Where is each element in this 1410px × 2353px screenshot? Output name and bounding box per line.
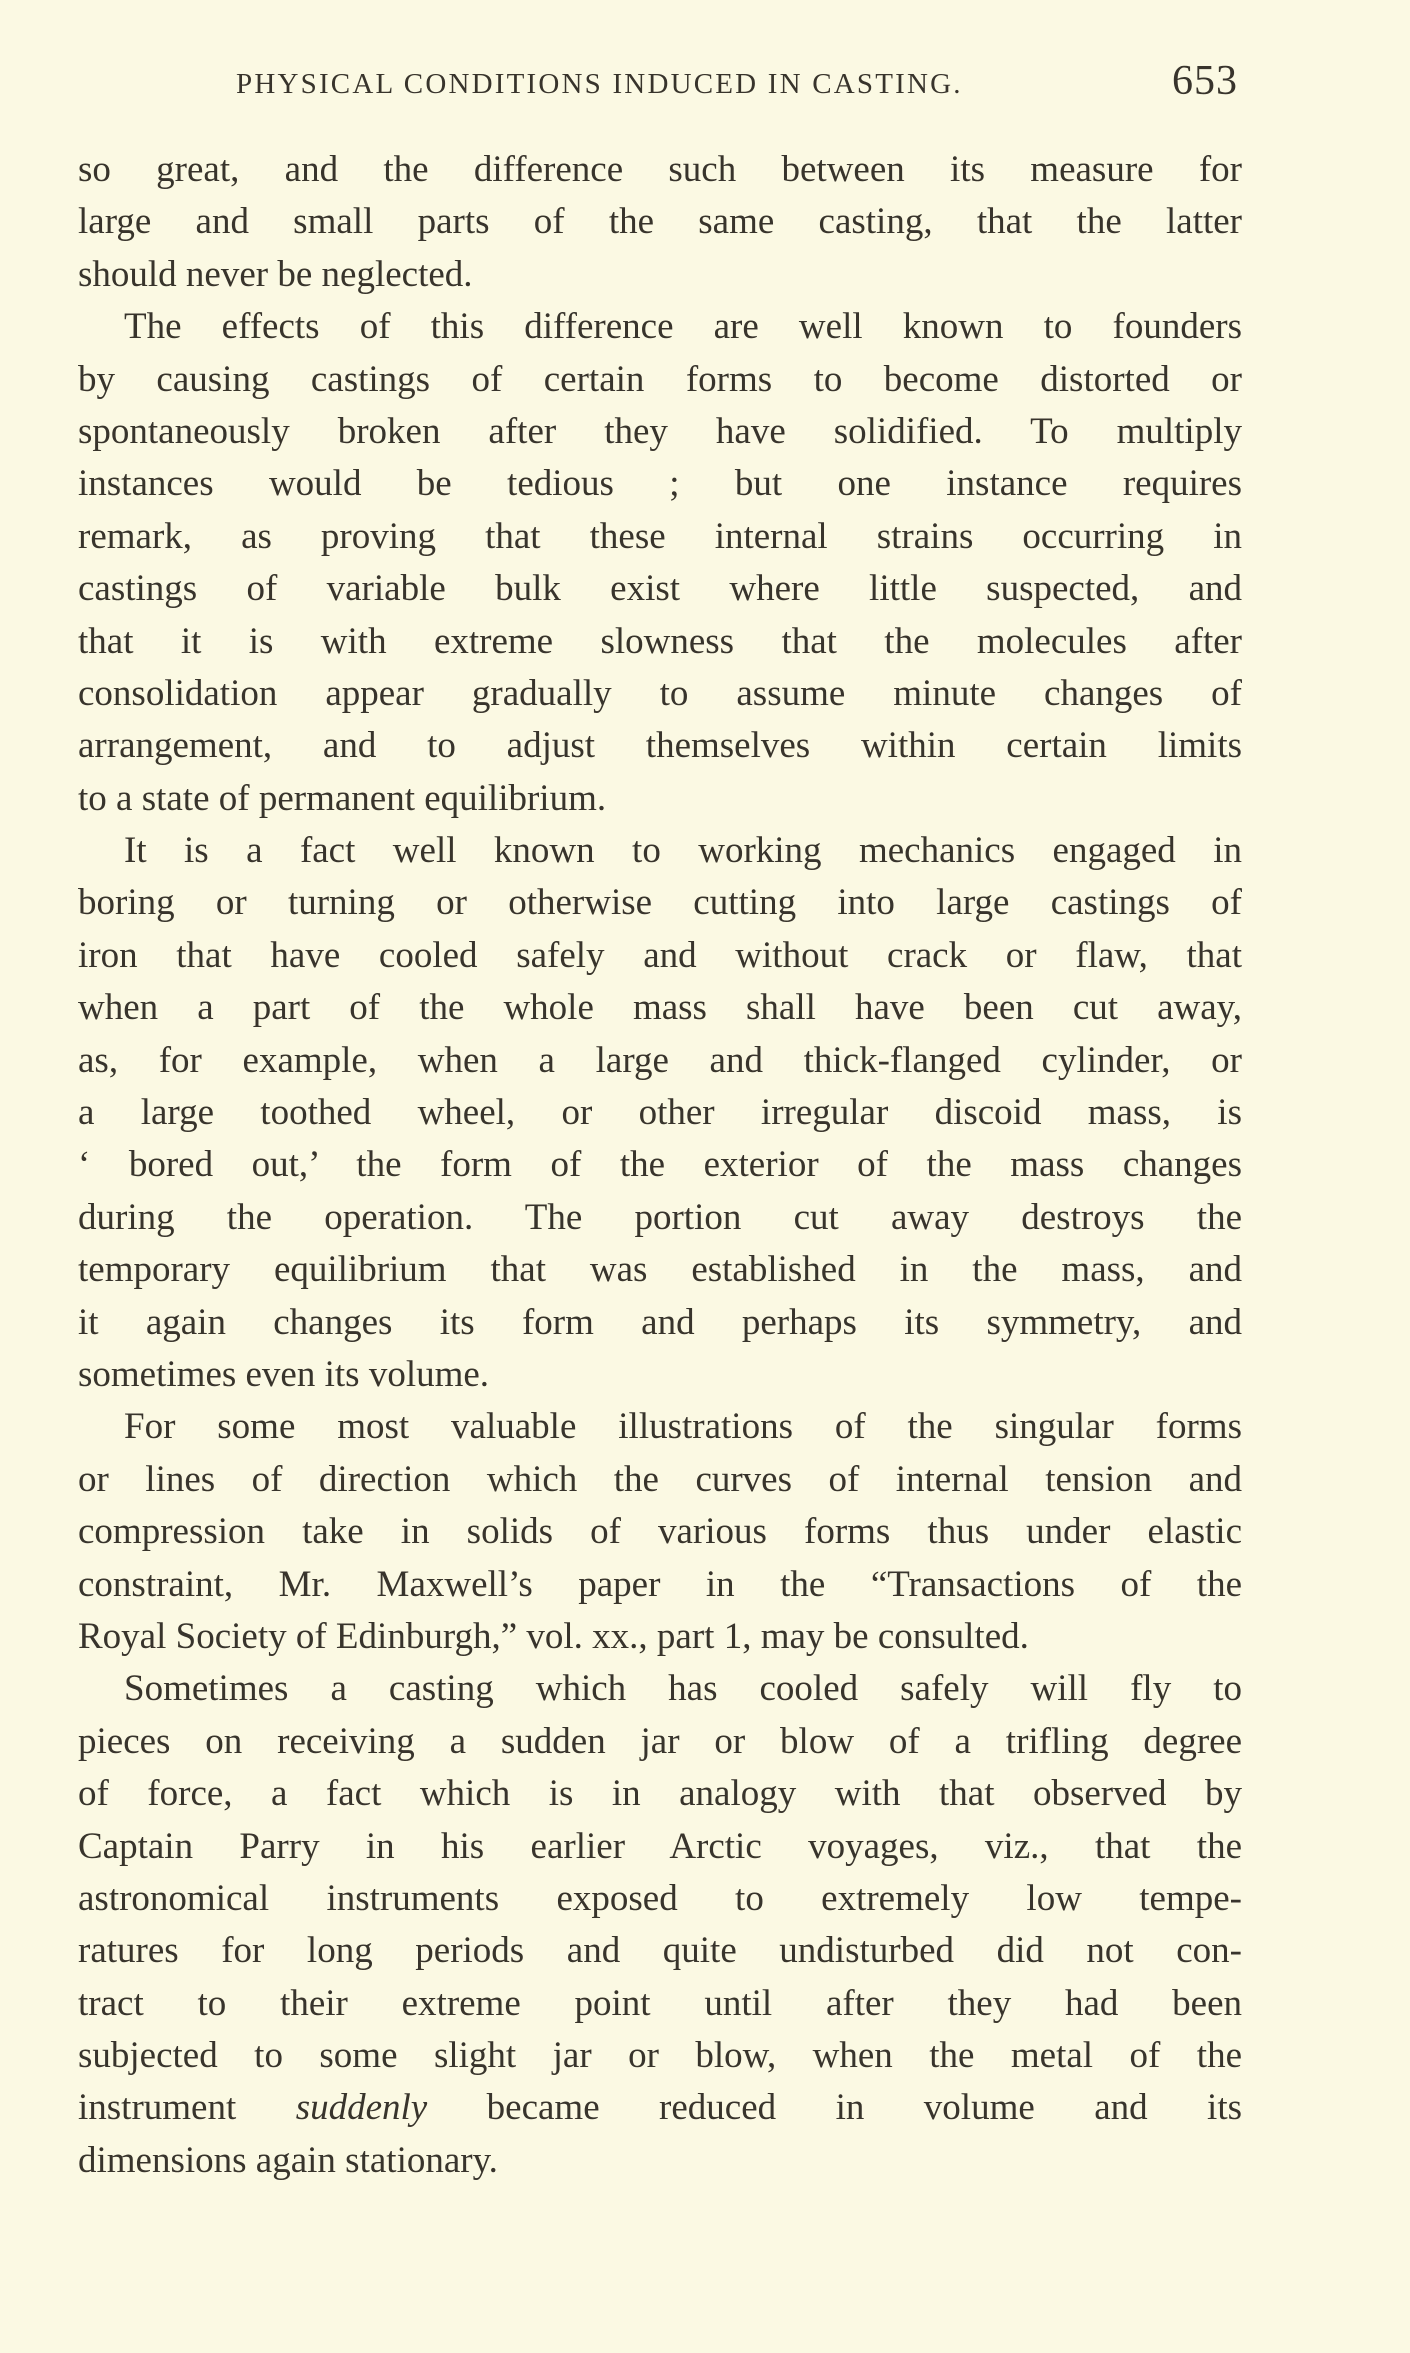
text-line: ratures for long periods and quite undisturbed did not con- bbox=[78, 1930, 1242, 1972]
text-line: as, for example, when a large and thick-flanged cylinder, or bbox=[78, 1039, 1242, 1081]
text-line: a large toothed wheel, or other irregular discoid mass, is bbox=[78, 1092, 1242, 1134]
text-line: spontaneously broken after they have solidified. To multiply bbox=[78, 410, 1242, 452]
running-head-title: PHYSICAL CONDITIONS INDUCED IN CASTING. bbox=[236, 68, 963, 100]
text-line: by causing castings of certain forms to become distorted or bbox=[78, 358, 1242, 400]
body-text bbox=[78, 144, 1242, 2187]
text-line: For some most valuable illustrations of the singular forms bbox=[124, 1406, 1242, 1448]
text-line: when a part of the whole mass shall have been cut away, bbox=[78, 987, 1242, 1029]
text-line: sometimes even its volume. bbox=[78, 1353, 490, 1395]
text-line: of force, a fact which is in analogy with that observed by bbox=[78, 1773, 1242, 1815]
paragraph bbox=[78, 1401, 1242, 1663]
text-line: that it is with extreme slowness that the molecules after bbox=[78, 620, 1242, 662]
text-line: Captain Parry in his earlier Arctic voyages, viz., that the bbox=[78, 1825, 1242, 1867]
text-line: instances would be tedious ; but one instance requires bbox=[78, 463, 1242, 505]
text-line: it again changes its form and perhaps its symmetry, and bbox=[78, 1301, 1242, 1343]
text-line: constraint, Mr. Maxwell’s paper in the “Transactions of the bbox=[78, 1563, 1242, 1605]
text-line: arrangement, and to adjust themselves within certain limits bbox=[78, 725, 1242, 767]
paragraph bbox=[78, 825, 1242, 1401]
text-line: iron that have cooled safely and without crack or flaw, that bbox=[78, 934, 1242, 976]
text-line: ‘ bored out,’ the form of the exterior of the mass changes bbox=[78, 1144, 1242, 1186]
text-line: compression take in solids of various forms thus under elastic bbox=[78, 1511, 1242, 1553]
text-line: boring or turning or otherwise cutting into large castings of bbox=[78, 882, 1242, 924]
text-line: remark, as proving that these internal strains occurring in bbox=[78, 515, 1242, 557]
text-line: consolidation appear gradually to assume minute changes of bbox=[78, 672, 1242, 714]
text-line: subjected to some slight jar or blow, when the metal of the bbox=[78, 2035, 1242, 2077]
paragraph bbox=[78, 144, 1242, 301]
text-line: The effects of this difference are well known to founders bbox=[124, 306, 1242, 348]
text-line: astronomical instruments exposed to extremely low tempe- bbox=[78, 1877, 1242, 1919]
text-segment: instrument bbox=[78, 2087, 296, 2129]
page-number: 653 bbox=[1172, 58, 1238, 104]
paragraph bbox=[78, 1663, 1242, 2187]
text-line: during the operation. The portion cut away destroys the bbox=[78, 1196, 1242, 1238]
text-segment: became reduced in volume and its bbox=[427, 2087, 1243, 2129]
text-line: tract to their extreme point until after they had been bbox=[78, 1982, 1242, 2024]
text-line: It is a fact well known to working mechanics engaged in bbox=[124, 830, 1242, 872]
text-line: Sometimes a casting which has cooled safely will fly to bbox=[124, 1668, 1242, 1710]
text-line: or lines of direction which the curves of internal tension and bbox=[78, 1458, 1242, 1500]
text-line: castings of variable bulk exist where little suspected, and bbox=[78, 568, 1242, 610]
text-line: Royal Society of Edinburgh,” vol. xx., part 1, may be consulted. bbox=[78, 1615, 1029, 1657]
paragraph bbox=[78, 301, 1242, 825]
text-line bbox=[78, 2082, 1242, 2134]
text-line: large and small parts of the same casting, that the latter bbox=[78, 201, 1242, 243]
text-line: should never be neglected. bbox=[78, 253, 473, 295]
text-line: so great, and the difference such between its measure for bbox=[78, 149, 1242, 190]
text-line: pieces on receiving a sudden jar or blow of a trifling degree bbox=[78, 1720, 1242, 1762]
text-line: dimensions again stationary. bbox=[78, 2139, 498, 2181]
text-line: temporary equilibrium that was established in the mass, and bbox=[78, 1249, 1242, 1291]
text-line: to a state of permanent equilibrium. bbox=[78, 777, 607, 819]
italic-word: suddenly bbox=[295, 2087, 428, 2129]
